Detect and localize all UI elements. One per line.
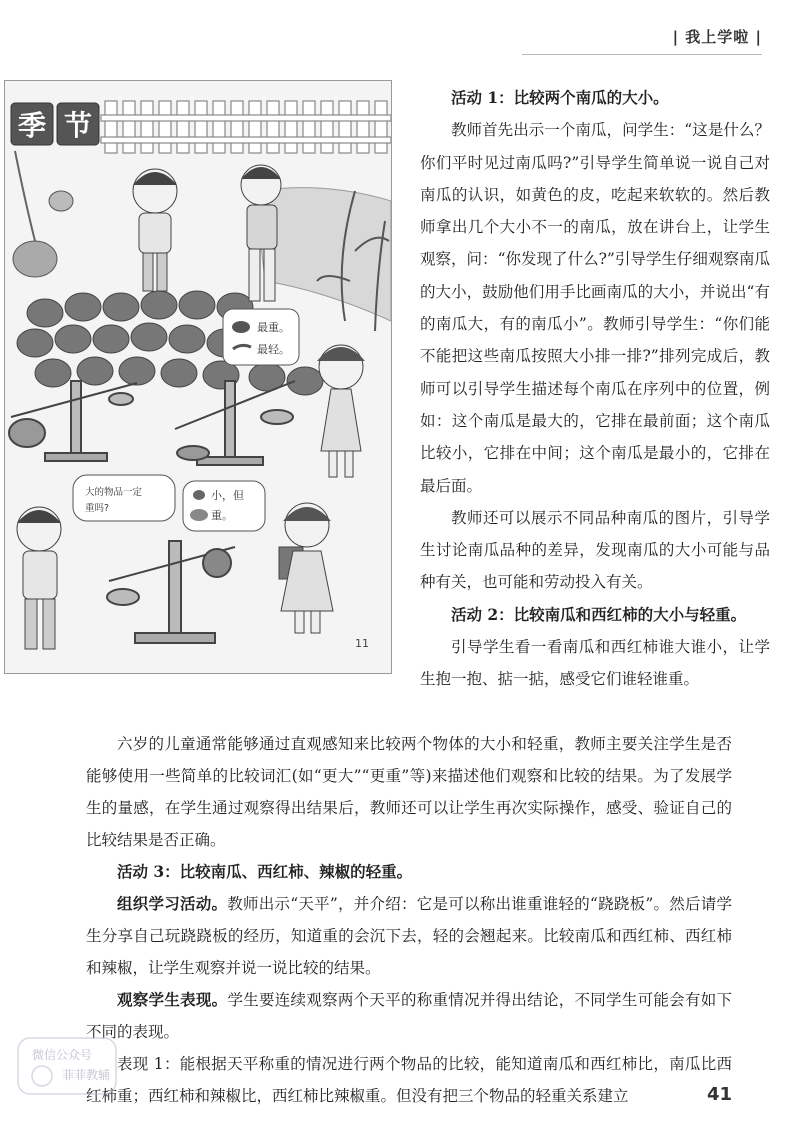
bubble-small-line1: 小，但 — [211, 489, 244, 502]
header-divider — [522, 54, 762, 55]
title-char-2: 节 — [63, 109, 93, 142]
paragraph-performance-1: 表现 1：能根据天平称重的情况进行两个物品的比较，能知道南瓜和西红柿比，南瓜比西红柿重；西红柿和辣椒比，西红柿比辣椒重。但没有把三个物品的轻重关系建立 — [86, 1055, 732, 1105]
title-char-1: 季 — [17, 109, 47, 142]
speech-bubble-question — [73, 475, 175, 521]
bubble-left-line2: 重吗? — [85, 503, 110, 514]
activity-1-heading: 活动 1：比较两个南瓜的大小。 — [451, 88, 669, 107]
paragraph-observe-students — [86, 984, 732, 1048]
full-width-text — [86, 728, 732, 1112]
textbook-illustration — [4, 80, 392, 674]
speech-bubble-small-heavy — [183, 481, 265, 531]
page-number: 41 — [706, 1084, 732, 1105]
paragraph-child-comparison: 六岁的儿童通常能够通过直观感知来比较两个物体的大小和轻重，教师主要关注学生是否能够使用一些简单的比较词汇(如“更大”“更重”等)来描述他们观察和比较的结果。为了发展学生的量感，在学生通过观察得出结果后，教师还可以让学生再次实际操作，感受、验证自己的比较结果是否正确。 — [86, 735, 732, 849]
watermark-line-1: 微信公众号 — [32, 1048, 93, 1062]
bubble-small-line2: 重。 — [211, 509, 233, 522]
page-header: | 我上学啦 | — [672, 28, 762, 46]
organize-activity-text: 教师出示“天平”，并介绍：它是可以称出谁重谁轻的“跷跷板”。然后请学生分享自己玩跷跷板的经历，知道重的会沉下去，轻的会翘起来。比较南瓜和西红柿、西红柿和辣椒，让学生观察并说一说比较的结果。 — [86, 895, 732, 977]
activity-1-paragraph-2: 教师还可以展示不同品种南瓜的图片，引导学生讨论南瓜品种的差异，发现南瓜的大小可能与品种有关，也可能和劳动投入有关。 — [420, 508, 770, 592]
right-text-column — [420, 82, 770, 696]
watermark-line-2: 菲菲教辅 — [62, 1068, 111, 1082]
activity-1-paragraph-1: 教师首先出示一个南瓜，问学生：“这是什么？你们平时见过南瓜吗?”引导学生简单说一说自己对南瓜的认识，如黄色的皮，吃起来软软的。然后教师拿出几个大小不一的南瓜，放在讲台上，让学生观察，问：“你发现了什么?”引导学生仔细观察南瓜的大小，鼓励他们用手比画南瓜的大小，并说出“有的南瓜大，有的南瓜小”。教师引导学生：“你们能不能把这些南瓜按照大小排一排?”排列完成后，教师可以引导学生描述每个南瓜在序列中的位置，例如：这个南瓜是最大的，它排在最前面；这个南瓜比较小，它排在中间；这个南瓜是最小的，它排在最后面。 — [420, 121, 770, 495]
bubble-right-line2: 最轻。 — [257, 343, 290, 356]
activity-2-heading: 活动 2：比较南瓜和西红柿的大小与轻重。 — [451, 604, 747, 624]
activity-2-paragraph: 引导学生看一看南瓜和西红柿谁大谁小，让学生抱一抱、掂一掂，感受它们谁轻谁重。 — [420, 638, 770, 689]
illustration-page-number: 11 — [355, 637, 369, 650]
observe-students-label: 观察学生表现。 — [117, 990, 228, 1009]
illustration-drawing — [5, 81, 391, 673]
organize-activity-label: 组织学习活动。 — [117, 894, 228, 913]
watermark — [12, 1032, 122, 1100]
activity-3-heading: 活动 3：比较南瓜、西红柿、辣椒的轻重。 — [117, 862, 413, 881]
paragraph-organize-activity — [86, 888, 732, 984]
speech-bubble-heaviest — [223, 309, 299, 365]
observe-students-text: 学生要连续观察两个天平的称重情况并得出结论，不同学生可能会有如下不同的表现。 — [86, 991, 732, 1041]
bubble-right-line1: 最重。 — [257, 321, 290, 334]
bubble-left-line1: 大的物品一定 — [85, 487, 143, 498]
